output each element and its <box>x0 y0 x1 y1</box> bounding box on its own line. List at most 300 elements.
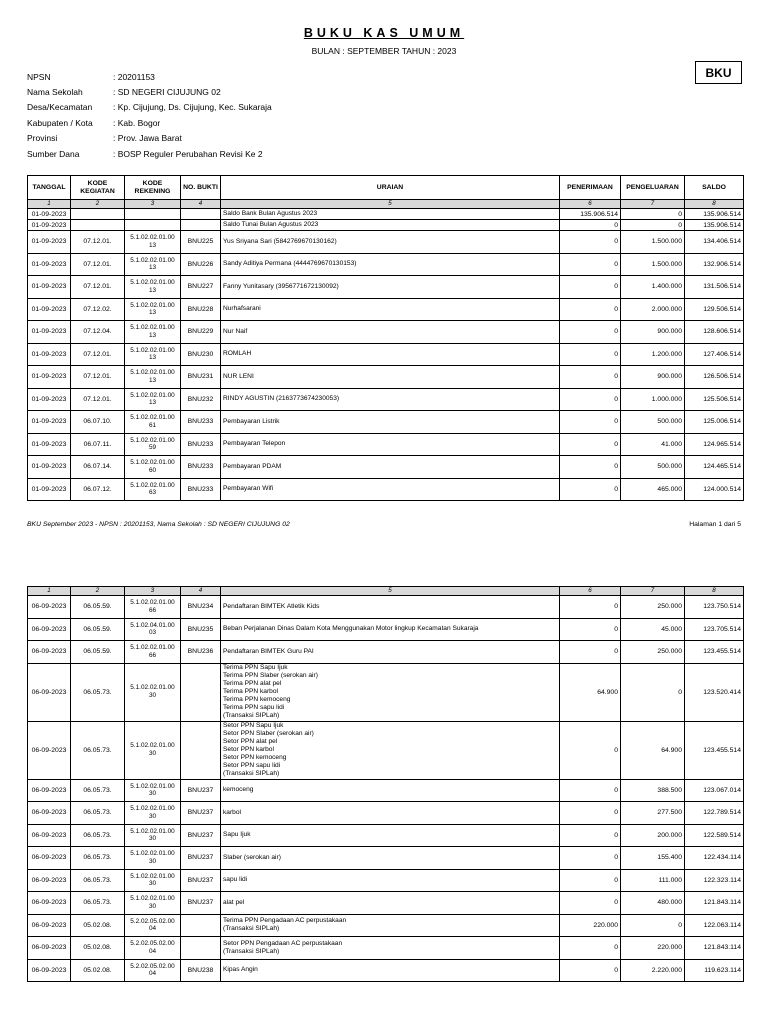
table-header-row <box>28 176 744 200</box>
cell-uraian: Yus Sriyana Sari (5842769670130162) <box>221 231 560 254</box>
col-header-penerimaan: PENERIMAAN <box>560 176 621 200</box>
cell-tanggal: 06-09-2023 <box>28 802 71 825</box>
cell-tanggal: 06-09-2023 <box>28 892 71 915</box>
col-header-uraian: URAIAN <box>221 176 560 200</box>
cell-saldo: 131.506.514 <box>685 276 744 299</box>
cell-pengeluaran: 41.000 <box>621 433 685 456</box>
cell-penerimaan: 0 <box>560 959 621 982</box>
cell-tanggal: 06-09-2023 <box>28 641 71 664</box>
cell-tanggal: 06-09-2023 <box>28 721 71 779</box>
cell-kode-rekening: 5.1.02.02.01.00 13 <box>125 276 181 299</box>
cell-kode-rekening: 5.1.02.04.01.00 03 <box>125 618 181 641</box>
table-row <box>28 411 744 434</box>
cell-penerimaan: 0 <box>560 824 621 847</box>
cell-uraian: Fanny Yunitasary (3956771672130092) <box>221 276 560 299</box>
cell-uraian: Sandy Aditiya Permana (4444769670130153) <box>221 253 560 276</box>
cell-uraian: Pendaftaran BIMTEK Guru PAI <box>221 641 560 664</box>
col-number: 6 <box>560 587 621 596</box>
col-number: 4 <box>181 200 221 209</box>
table-row <box>28 478 744 501</box>
table-row <box>28 253 744 276</box>
cell-uraian: Pembayaran Listrik <box>221 411 560 434</box>
cell-uraian: Beban Perjalanan Dinas Dalam Kota Menggunakan Motor lingkup Kecamatan Sukaraja <box>221 618 560 641</box>
cell-tanggal: 01-09-2023 <box>28 321 71 344</box>
cell-saldo: 122.789.514 <box>685 802 744 825</box>
cell-pengeluaran: 0 <box>621 209 685 220</box>
cell-tanggal: 06-09-2023 <box>28 779 71 802</box>
cell-kode-rekening: 5.2.02.05.02.00 04 <box>125 959 181 982</box>
cell-penerimaan: 0 <box>560 388 621 411</box>
col-number: 8 <box>685 587 744 596</box>
cell-kode-kegiatan: 06.05.73. <box>71 869 125 892</box>
table-row <box>28 937 744 960</box>
cell-penerimaan: 0 <box>560 366 621 389</box>
cell-penerimaan: 0 <box>560 478 621 501</box>
cell-penerimaan: 0 <box>560 231 621 254</box>
cell-pengeluaran: 220.000 <box>621 937 685 960</box>
col-number: 3 <box>125 200 181 209</box>
col-number: 7 <box>621 587 685 596</box>
cell-no-bukti: BNU237 <box>181 847 221 870</box>
table-row <box>28 869 744 892</box>
cell-saldo: 123.705.514 <box>685 618 744 641</box>
cell-uraian: Pendaftaran BIMTEK Atletik Kids <box>221 596 560 619</box>
cell-kode-rekening: 5.1.02.02.01.00 30 <box>125 721 181 779</box>
cell-no-bukti: BNU236 <box>181 641 221 664</box>
cell-saldo: 124.465.514 <box>685 456 744 479</box>
info-row <box>27 146 272 161</box>
cell-pengeluaran: 200.000 <box>621 824 685 847</box>
cell-saldo: 123.455.514 <box>685 641 744 664</box>
col-number: 3 <box>125 587 181 596</box>
cell-no-bukti: BNU235 <box>181 618 221 641</box>
page-footer-note: BKU September 2023 - NPSN : 20201153, Nama Sekolah : SD NEGERI CIJUJUNG 02 <box>27 521 290 528</box>
info-value: : BOSP Reguler Perubahan Revisi Ke 2 <box>113 148 263 159</box>
cell-no-bukti: BNU233 <box>181 456 221 479</box>
cell-pengeluaran: 465.000 <box>621 478 685 501</box>
cell-no-bukti: BNU230 <box>181 343 221 366</box>
table-row <box>28 779 744 802</box>
cell-kode-kegiatan: 06.07.11. <box>71 433 125 456</box>
cell-uraian: ROMLAH <box>221 343 560 366</box>
cell-pengeluaran: 500.000 <box>621 456 685 479</box>
cell-saldo: 125.006.514 <box>685 411 744 434</box>
cell-penerimaan: 0 <box>560 276 621 299</box>
cell-tanggal: 06-09-2023 <box>28 847 71 870</box>
cell-kode-kegiatan: 05.02.08. <box>71 937 125 960</box>
cell-penerimaan: 220.000 <box>560 914 621 937</box>
cell-uraian: Saldo Tunai Bulan Agustus 2023 <box>221 220 560 231</box>
cell-uraian: Pembayaran Telepon <box>221 433 560 456</box>
cell-kode-kegiatan: 06.05.73. <box>71 824 125 847</box>
cell-uraian: Slaber (serokan air) <box>221 847 560 870</box>
table-row <box>28 220 744 231</box>
cell-pengeluaran: 0 <box>621 914 685 937</box>
cell-penerimaan: 0 <box>560 456 621 479</box>
cell-kode-kegiatan <box>71 209 125 220</box>
cell-pengeluaran: 155.400 <box>621 847 685 870</box>
cell-pengeluaran: 1.500.000 <box>621 231 685 254</box>
cell-no-bukti: BNU225 <box>181 231 221 254</box>
table-row <box>28 721 744 779</box>
col-header-kode-rekening: KODE REKENING <box>125 176 181 200</box>
cell-no-bukti <box>181 937 221 960</box>
cell-uraian: Sapu Ijuk <box>221 824 560 847</box>
cell-uraian: alat pel <box>221 892 560 915</box>
col-header-kode-kegiatan: KODE KEGIATAN <box>71 176 125 200</box>
cell-tanggal: 06-09-2023 <box>28 869 71 892</box>
info-value: : Kab. Bogor <box>113 117 161 128</box>
cell-kode-kegiatan: 07.12.01. <box>71 366 125 389</box>
cell-penerimaan: 0 <box>560 596 621 619</box>
cell-penerimaan: 64.900 <box>560 663 621 721</box>
cell-saldo: 135.906.514 <box>685 209 744 220</box>
cell-kode-rekening: 5.1.02.02.01.00 63 <box>125 478 181 501</box>
cell-kode-kegiatan: 06.05.73. <box>71 779 125 802</box>
cell-no-bukti: BNU232 <box>181 388 221 411</box>
cell-penerimaan: 0 <box>560 433 621 456</box>
info-label: Sumber Dana <box>27 148 80 159</box>
info-row <box>27 115 272 130</box>
cell-kode-kegiatan: 07.12.01. <box>71 231 125 254</box>
info-label: Kabupaten / Kota <box>27 117 93 128</box>
col-number: 5 <box>221 587 560 596</box>
cash-ledger-table-page-2 <box>27 586 744 982</box>
table-row <box>28 276 744 299</box>
info-value: : 20201153 <box>113 71 155 82</box>
cell-no-bukti <box>181 209 221 220</box>
cell-kode-rekening: 5.1.02.02.01.00 61 <box>125 411 181 434</box>
cell-penerimaan: 0 <box>560 802 621 825</box>
cell-pengeluaran: 250.000 <box>621 641 685 664</box>
cell-no-bukti: BNU237 <box>181 892 221 915</box>
cell-no-bukti <box>181 663 221 721</box>
cell-kode-kegiatan: 05.02.08. <box>71 959 125 982</box>
table-row <box>28 433 744 456</box>
cell-kode-rekening: 5.1.02.02.01.00 13 <box>125 343 181 366</box>
cell-tanggal: 06-09-2023 <box>28 663 71 721</box>
cell-no-bukti: BNU237 <box>181 869 221 892</box>
table-row <box>28 847 744 870</box>
cell-saldo: 122.589.514 <box>685 824 744 847</box>
cell-saldo: 125.506.514 <box>685 388 744 411</box>
cell-kode-rekening: 5.2.02.05.02.00 04 <box>125 914 181 937</box>
table-row <box>28 824 744 847</box>
cell-kode-rekening: 5.1.02.02.01.00 13 <box>125 388 181 411</box>
cell-kode-kegiatan: 06.05.73. <box>71 802 125 825</box>
cell-pengeluaran: 64.900 <box>621 721 685 779</box>
cell-uraian: Setor PPN Sapu Ijuk Setor PPN Slaber (serokan air) Setor PPN alat pel Setor PPN karbol Setor PPN kemoceng Setor PPN sapu lidi (Transaksi SIPLah) <box>221 721 560 779</box>
cell-pengeluaran: 0 <box>621 663 685 721</box>
cell-tanggal: 06-09-2023 <box>28 937 71 960</box>
cell-penerimaan: 0 <box>560 253 621 276</box>
cell-tanggal: 06-09-2023 <box>28 618 71 641</box>
cell-pengeluaran: 2.000.000 <box>621 298 685 321</box>
cell-penerimaan: 0 <box>560 937 621 960</box>
cell-penerimaan: 0 <box>560 411 621 434</box>
column-number-row <box>28 587 744 596</box>
cell-uraian: sapu lidi <box>221 869 560 892</box>
cell-kode-rekening: 5.1.02.02.01.00 59 <box>125 433 181 456</box>
cell-kode-rekening: 5.1.02.02.01.00 13 <box>125 253 181 276</box>
cell-penerimaan: 0 <box>560 618 621 641</box>
col-number: 1 <box>28 200 71 209</box>
document-subtitle: BULAN : SEPTEMBER TAHUN : 2023 <box>311 46 457 56</box>
cell-no-bukti: BNU227 <box>181 276 221 299</box>
table-row <box>28 456 744 479</box>
table-row <box>28 343 744 366</box>
info-value: : SD NEGERI CIJUJUNG 02 <box>113 87 221 98</box>
cell-saldo: 126.506.514 <box>685 366 744 389</box>
cell-pengeluaran: 1.200.000 <box>621 343 685 366</box>
info-label: Desa/Kecamatan <box>27 102 93 113</box>
cell-kode-kegiatan: 07.12.01. <box>71 343 125 366</box>
table-row <box>28 231 744 254</box>
cell-tanggal: 01-09-2023 <box>28 209 71 220</box>
table-row <box>28 596 744 619</box>
table-row <box>28 802 744 825</box>
cell-pengeluaran: 1.400.000 <box>621 276 685 299</box>
cell-kode-rekening: 5.1.02.02.01.00 30 <box>125 869 181 892</box>
cell-penerimaan: 0 <box>560 343 621 366</box>
table-row <box>28 641 744 664</box>
info-value: : Prov. Jawa Barat <box>113 133 182 144</box>
cell-pengeluaran: 1.500.000 <box>621 253 685 276</box>
cell-tanggal: 01-09-2023 <box>28 276 71 299</box>
table-row <box>28 914 744 937</box>
cell-uraian: karbol <box>221 802 560 825</box>
cell-tanggal: 06-09-2023 <box>28 596 71 619</box>
cell-no-bukti: BNU226 <box>181 253 221 276</box>
info-label: Nama Sekolah <box>27 87 83 98</box>
table-row <box>28 209 744 220</box>
cell-kode-rekening: 5.1.02.02.01.00 60 <box>125 456 181 479</box>
cell-uraian: Kipas Angin <box>221 959 560 982</box>
col-number: 5 <box>221 200 560 209</box>
cell-kode-kegiatan: 07.12.04. <box>71 321 125 344</box>
cell-tanggal: 01-09-2023 <box>28 220 71 231</box>
cell-uraian: Pembayaran PDAM <box>221 456 560 479</box>
info-value: : Kp. Cijujung, Ds. Cijujung, Kec. Sukaraja <box>113 102 272 113</box>
cell-penerimaan: 0 <box>560 779 621 802</box>
col-number: 1 <box>28 587 71 596</box>
cell-pengeluaran: 111.000 <box>621 869 685 892</box>
cash-ledger-table-page-1 <box>27 175 744 501</box>
cell-penerimaan: 0 <box>560 869 621 892</box>
cell-no-bukti: BNU238 <box>181 959 221 982</box>
cell-saldo: 134.406.514 <box>685 231 744 254</box>
cell-tanggal: 01-09-2023 <box>28 478 71 501</box>
cell-kode-kegiatan: 05.02.08. <box>71 914 125 937</box>
page-number: Halaman 1 dari 5 <box>689 521 741 528</box>
col-number: 7 <box>621 200 685 209</box>
cell-kode-rekening: 5.1.02.02.01.00 30 <box>125 779 181 802</box>
cell-kode-kegiatan: 07.12.01. <box>71 253 125 276</box>
cell-pengeluaran: 900.000 <box>621 366 685 389</box>
cell-saldo: 119.623.114 <box>685 959 744 982</box>
document-title: BUKU KAS UMUM <box>303 26 465 40</box>
cell-saldo: 135.906.514 <box>685 220 744 231</box>
cell-pengeluaran: 480.000 <box>621 892 685 915</box>
cell-kode-rekening <box>125 209 181 220</box>
info-row <box>27 69 272 84</box>
cell-tanggal: 01-09-2023 <box>28 388 71 411</box>
cell-saldo: 121.843.114 <box>685 892 744 915</box>
cell-no-bukti: BNU228 <box>181 298 221 321</box>
cell-kode-rekening: 5.1.02.02.01.00 30 <box>125 847 181 870</box>
info-row <box>27 100 272 115</box>
cell-saldo: 123.750.514 <box>685 596 744 619</box>
cell-penerimaan: 0 <box>560 298 621 321</box>
cell-tanggal: 06-09-2023 <box>28 824 71 847</box>
table-row <box>28 892 744 915</box>
cell-penerimaan: 0 <box>560 641 621 664</box>
cell-tanggal: 06-09-2023 <box>28 959 71 982</box>
cell-kode-rekening: 5.1.02.02.01.00 30 <box>125 663 181 721</box>
cell-pengeluaran: 1.000.000 <box>621 388 685 411</box>
cell-kode-kegiatan: 06.07.10. <box>71 411 125 434</box>
cell-pengeluaran: 250.000 <box>621 596 685 619</box>
cell-kode-rekening: 5.1.02.02.01.00 13 <box>125 366 181 389</box>
cell-pengeluaran: 500.000 <box>621 411 685 434</box>
cell-saldo: 127.406.514 <box>685 343 744 366</box>
cell-saldo: 122.063.114 <box>685 914 744 937</box>
cell-no-bukti: BNU234 <box>181 596 221 619</box>
cell-kode-rekening: 5.1.02.02.01.00 30 <box>125 802 181 825</box>
cell-penerimaan: 0 <box>560 721 621 779</box>
cell-tanggal: 01-09-2023 <box>28 366 71 389</box>
cell-saldo: 123.067.014 <box>685 779 744 802</box>
cell-kode-kegiatan: 06.05.59. <box>71 618 125 641</box>
cell-tanggal: 01-09-2023 <box>28 456 71 479</box>
cell-saldo: 123.455.514 <box>685 721 744 779</box>
table-row <box>28 321 744 344</box>
cell-no-bukti: BNU237 <box>181 802 221 825</box>
cell-tanggal: 01-09-2023 <box>28 253 71 276</box>
cell-uraian: Setor PPN Pengadaan AC perpustakaan (Transaksi SIPLah) <box>221 937 560 960</box>
school-info <box>27 69 272 161</box>
cell-saldo: 123.520.414 <box>685 663 744 721</box>
cell-kode-kegiatan: 06.07.12. <box>71 478 125 501</box>
cell-pengeluaran: 45.000 <box>621 618 685 641</box>
cell-pengeluaran: 388.500 <box>621 779 685 802</box>
cell-uraian: RINDY AGUSTIN (2163773674230053) <box>221 388 560 411</box>
info-label: NPSN <box>27 71 51 82</box>
cell-uraian: Pembayaran Wifi <box>221 478 560 501</box>
col-number: 2 <box>71 200 125 209</box>
cell-no-bukti: BNU233 <box>181 411 221 434</box>
cell-kode-kegiatan: 06.07.14. <box>71 456 125 479</box>
cell-no-bukti: BNU233 <box>181 478 221 501</box>
cell-kode-rekening: 5.1.02.02.01.00 13 <box>125 298 181 321</box>
table-row <box>28 388 744 411</box>
cell-kode-kegiatan: 06.05.73. <box>71 892 125 915</box>
cell-kode-rekening: 5.1.02.02.01.00 30 <box>125 892 181 915</box>
col-number: 2 <box>71 587 125 596</box>
cell-pengeluaran: 2.220.000 <box>621 959 685 982</box>
cell-saldo: 124.965.514 <box>685 433 744 456</box>
cell-tanggal: 01-09-2023 <box>28 343 71 366</box>
cell-kode-rekening: 5.1.02.02.01.00 13 <box>125 231 181 254</box>
cell-kode-rekening: 5.1.02.02.01.00 66 <box>125 596 181 619</box>
cell-saldo: 128.606.514 <box>685 321 744 344</box>
cell-kode-rekening: 5.1.02.02.01.00 13 <box>125 321 181 344</box>
cell-tanggal: 01-09-2023 <box>28 411 71 434</box>
cell-no-bukti: BNU229 <box>181 321 221 344</box>
table-row <box>28 618 744 641</box>
cell-kode-rekening: 5.1.02.02.01.00 66 <box>125 641 181 664</box>
cell-kode-kegiatan: 07.12.01. <box>71 276 125 299</box>
table-row <box>28 298 744 321</box>
table-row <box>28 959 744 982</box>
info-row <box>27 131 272 146</box>
table-row <box>28 663 744 721</box>
cell-saldo: 132.906.514 <box>685 253 744 276</box>
cell-pengeluaran: 0 <box>621 220 685 231</box>
cell-penerimaan: 135.906.514 <box>560 209 621 220</box>
cell-uraian: Saldo Bank Bulan Agustus 2023 <box>221 209 560 220</box>
cell-saldo: 124.000.514 <box>685 478 744 501</box>
cell-tanggal: 01-09-2023 <box>28 231 71 254</box>
cell-uraian: Terima PPN Sapu Ijuk Terima PPN Slaber (serokan air) Terima PPN alat pel Terima PPN karbol Terima PPN kemoceng Terima PPN sapu lidi (Transaksi SIPLah) <box>221 663 560 721</box>
table-row <box>28 366 744 389</box>
cell-penerimaan: 0 <box>560 220 621 231</box>
cell-uraian: kemoceng <box>221 779 560 802</box>
cell-uraian: Terima PPN Pengadaan AC perpustakaan (Transaksi SIPLah) <box>221 914 560 937</box>
cell-pengeluaran: 277.500 <box>621 802 685 825</box>
cell-tanggal: 01-09-2023 <box>28 433 71 456</box>
cell-kode-kegiatan: 07.12.02. <box>71 298 125 321</box>
info-label: Provinsi <box>27 133 58 144</box>
cell-no-bukti <box>181 914 221 937</box>
col-header-no-bukti: NO. BUKTI <box>181 176 221 200</box>
cell-kode-kegiatan: 06.05.59. <box>71 641 125 664</box>
cell-no-bukti: BNU237 <box>181 779 221 802</box>
col-number: 6 <box>560 200 621 209</box>
cell-penerimaan: 0 <box>560 847 621 870</box>
cell-pengeluaran: 900.000 <box>621 321 685 344</box>
cell-saldo: 122.434.114 <box>685 847 744 870</box>
cell-kode-kegiatan: 06.05.73. <box>71 663 125 721</box>
cell-kode-kegiatan: 06.05.73. <box>71 721 125 779</box>
cell-kode-rekening: 5.1.02.02.01.00 30 <box>125 824 181 847</box>
cell-saldo: 129.506.514 <box>685 298 744 321</box>
col-header-saldo: SALDO <box>685 176 744 200</box>
col-header-pengeluaran: PENGELUARAN <box>621 176 685 200</box>
cell-uraian: Nurhafsarani <box>221 298 560 321</box>
cell-kode-kegiatan: 07.12.01. <box>71 388 125 411</box>
cell-penerimaan: 0 <box>560 321 621 344</box>
col-number: 4 <box>181 587 221 596</box>
cell-kode-kegiatan: 06.05.73. <box>71 847 125 870</box>
cell-no-bukti: BNU231 <box>181 366 221 389</box>
info-row <box>27 84 272 99</box>
cell-no-bukti <box>181 721 221 779</box>
cell-no-bukti: BNU233 <box>181 433 221 456</box>
bku-badge: BKU <box>695 61 742 84</box>
cell-uraian: NUR LENI <box>221 366 560 389</box>
col-number: 8 <box>685 200 744 209</box>
cell-tanggal: 01-09-2023 <box>28 298 71 321</box>
col-header-tanggal: TANGGAL <box>28 176 71 200</box>
cell-no-bukti <box>181 220 221 231</box>
column-number-row <box>28 200 744 209</box>
cell-kode-rekening: 5.2.02.05.02.00 04 <box>125 937 181 960</box>
cell-kode-kegiatan: 06.05.59. <box>71 596 125 619</box>
cell-kode-rekening <box>125 220 181 231</box>
cell-tanggal: 06-09-2023 <box>28 914 71 937</box>
cell-uraian: Nur Naif <box>221 321 560 344</box>
